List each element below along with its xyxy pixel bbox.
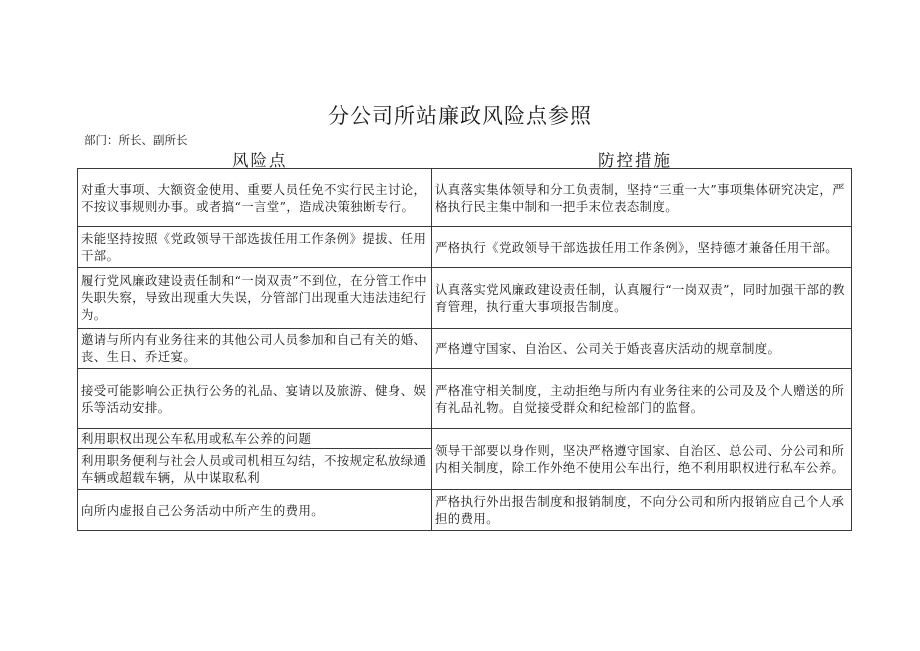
table-row [78, 268, 852, 328]
measure-cell: 严格遵守国家、自治区、公司关于婚丧喜庆活动的规章制度。 [432, 328, 852, 369]
table-row [78, 227, 852, 268]
risk-cell: 向所内虚报自己公务活动中所产生的费用。 [78, 490, 432, 531]
table-row [78, 369, 852, 428]
risk-cell: 邀请与所内有业务往来的其他公司人员参加和自己有关的婚、丧、生日、乔迁宴。 [78, 328, 432, 369]
table-row [78, 169, 852, 227]
risk-cell: 未能坚持按照《党政领导干部选拔任用工作条例》提拔、任用干部。 [78, 227, 432, 268]
risk-cell: 接受可能影响公正执行公务的礼品、宴请以及旅游、健身、娱乐等活动安排。 [78, 369, 432, 428]
measure-cell: 严格准守相关制度，主动拒绝与所内有业务往来的公司及及个人赠送的所有礼品礼物。自觉接受群众和纪检部门的监督。 [432, 369, 852, 428]
measure-cell: 严格执行外出报告制度和报销制度，不向分公司和所内报销应自己个人承担的费用。 [432, 490, 852, 531]
table-row [78, 328, 852, 369]
department-label: 部门：所长、副所长 [84, 133, 188, 147]
document-title: 分公司所站廉政风险点参照 [328, 104, 592, 128]
column-header-measure: 防控措施 [598, 151, 672, 170]
risk-cell: 对重大事项、大额资金使用、重要人员任免不实行民主讨论，不按议事规则办事。或者搞“一言堂”，造成决策独断专行。 [78, 169, 432, 227]
risk-cell: 利用职权出现公车私用或私车公养的问题 [78, 428, 432, 448]
table-row [78, 428, 852, 448]
risk-table [77, 168, 852, 531]
table-row [78, 490, 852, 531]
risk-cell: 履行党风廉政建设责任制和“一岗双责”不到位，在分管工作中失职失察，导致出现重大失误，分管部门出现重大违法违纪行为。 [78, 268, 432, 328]
measure-cell: 严格执行《党政领导干部选拔任用工作条例》，坚持德才兼备任用干部。 [432, 227, 852, 268]
measure-cell: 认真落实党风廉政建设责任制，认真履行“一岗双责”，同时加强干部的教育管理，执行重大事项报告制度。 [432, 268, 852, 328]
column-header-risk: 风险点 [232, 151, 288, 170]
measure-cell: 认真落实集体领导和分工负责制，坚持“三重一大”事项集体研究决定，严格执行民主集中制和一把手末位表态制度。 [432, 169, 852, 227]
measure-cell: 领导干部要以身作则，坚决严格遵守国家、自治区、总公司、分公司和所内相关制度，除工作外绝不使用公车出行，绝不利用职权进行私车公养。 [432, 428, 852, 489]
risk-cell: 利用职务便利与社会人员或司机相互勾结，不按规定私放绿通车辆或超载车辆，从中谋取私利 [78, 449, 432, 490]
